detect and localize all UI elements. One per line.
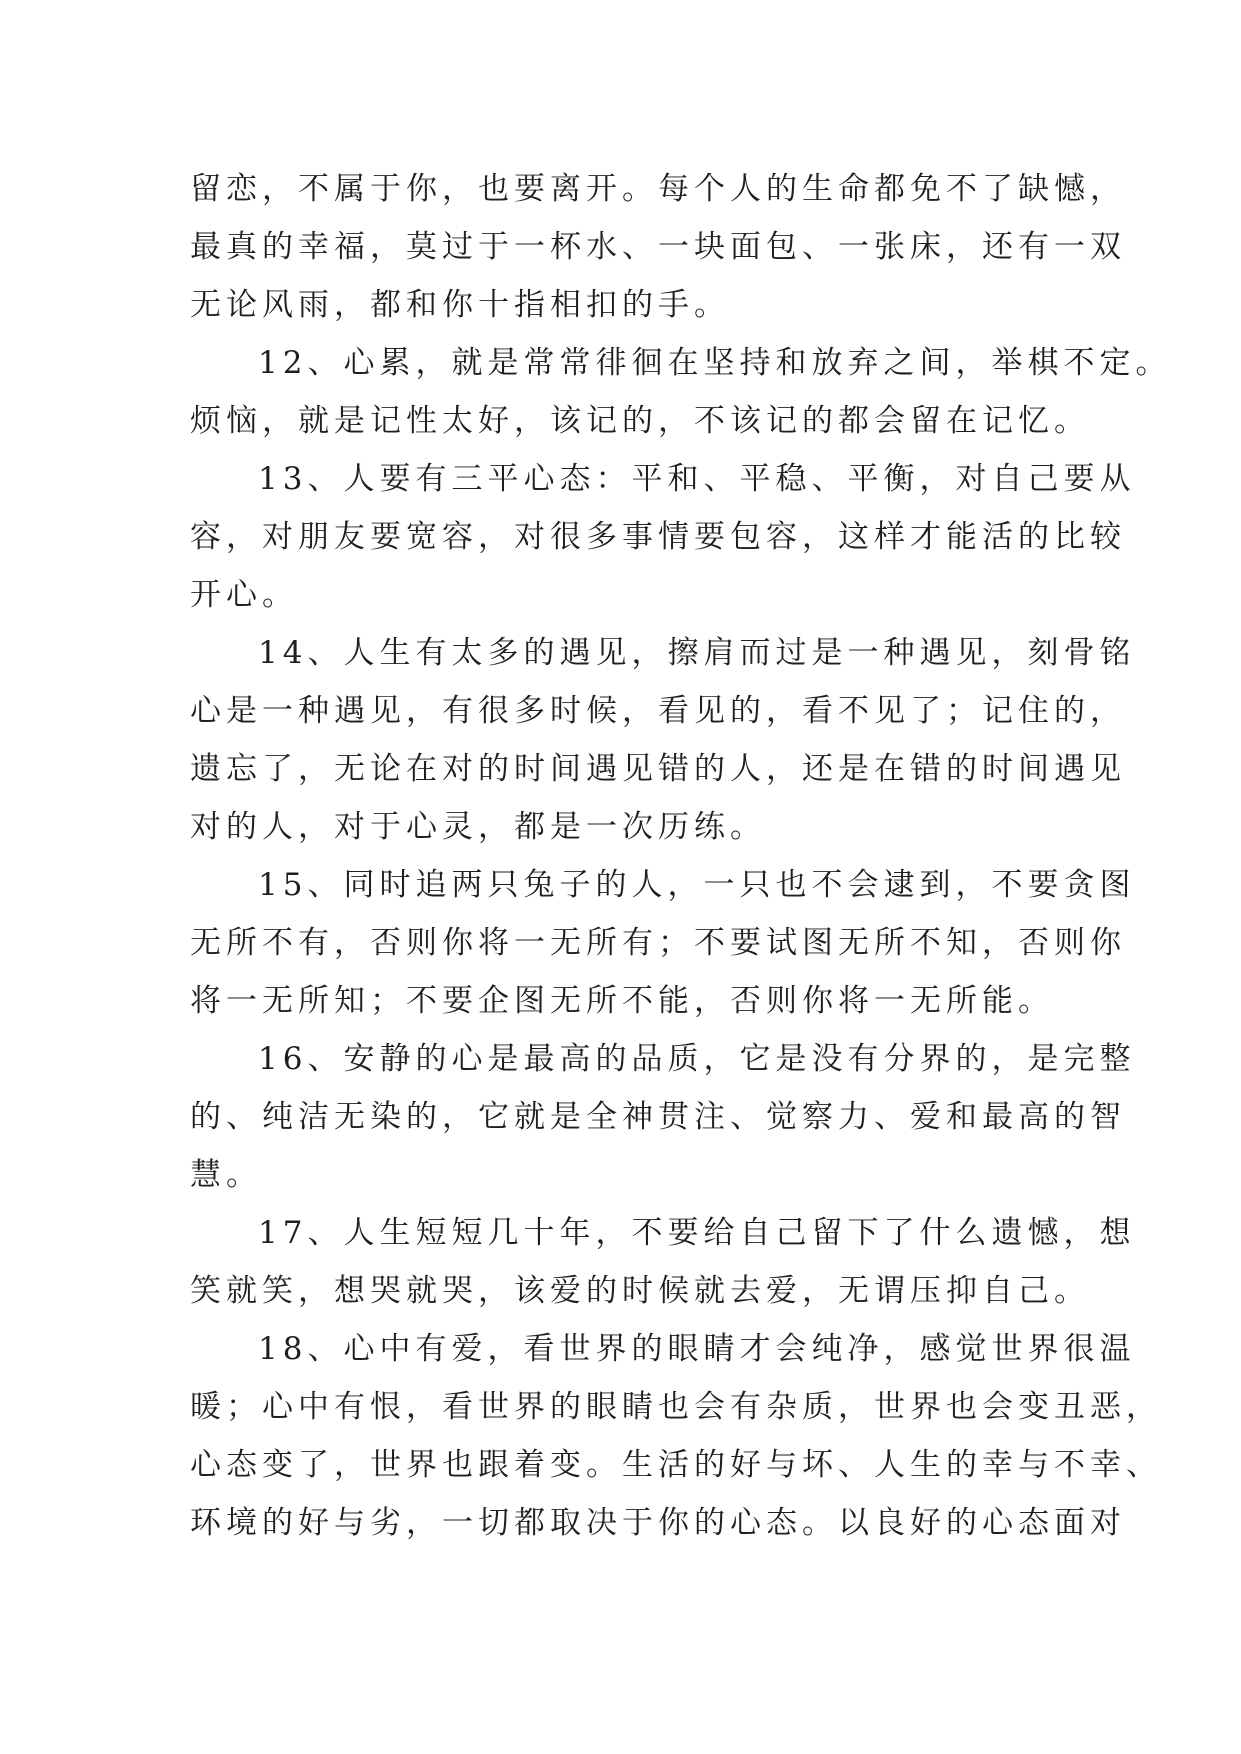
text-line: 17、人生短短几十年，不要给自己留下了什么遗憾，想 [258,1215,1136,1251]
paragraph-12 [190,334,1172,450]
text-line: 笑就笑，想哭就哭，该爱的时候就去爱，无谓压抑自己。 [190,1273,1090,1309]
paragraph-18 [190,1320,1162,1552]
text-line: 18、心中有爱，看世界的眼睛才会纯净，感觉世界很温 [258,1331,1136,1367]
text-line: 留恋，不属于你，也要离开。每个人的生命都免不了缺憾， [190,171,1126,207]
paragraph-continuation [190,160,1126,334]
text-line: 的、纯洁无染的，它就是全神贯注、觉察力、爱和最高的智 [190,1099,1126,1135]
text-line: 最真的幸福，莫过于一杯水、一块面包、一张床，还有一双 [190,229,1126,265]
paragraph-15 [190,856,1136,1030]
text-line: 12、心累，就是常常徘徊在坚持和放弃之间，举棋不定。 [258,345,1172,381]
paragraph-16 [190,1030,1136,1204]
text-line: 无所不有，否则你将一无所有；不要试图无所不知，否则你 [190,925,1126,961]
text-line: 心是一种遇见，有很多时候，看见的，看不见了；记住的， [190,693,1126,729]
text-line: 15、同时追两只兔子的人，一只也不会逮到，不要贪图 [258,867,1136,903]
text-line: 将一无所知；不要企图无所不能，否则你将一无所能。 [190,983,1054,1019]
text-line: 开心。 [190,577,298,613]
text-line: 16、安静的心是最高的品质，它是没有分界的，是完整 [258,1041,1136,1077]
text-line: 遗忘了，无论在对的时间遇见错的人，还是在错的时间遇见 [190,751,1126,787]
text-line: 烦恼，就是记性太好，该记的，不该记的都会留在记忆。 [190,403,1090,439]
document-body [190,160,1172,1552]
text-line: 14、人生有太多的遇见，擦肩而过是一种遇见，刻骨铭 [258,635,1136,671]
text-line: 心态变了，世界也跟着变。生活的好与坏、人生的幸与不幸、 [190,1447,1162,1483]
text-line: 对的人，对于心灵，都是一次历练。 [190,809,766,845]
text-line: 环境的好与劣，一切都取决于你的心态。以良好的心态面对 [190,1505,1126,1541]
paragraph-17 [190,1204,1136,1320]
paragraph-13 [190,450,1136,624]
text-line: 暖；心中有恨，看世界的眼睛也会有杂质，世界也会变丑恶， [190,1389,1162,1425]
paragraph-14 [190,624,1136,856]
text-line: 容，对朋友要宽容，对很多事情要包容，这样才能活的比较 [190,519,1126,555]
text-line: 无论风雨，都和你十指相扣的手。 [190,287,730,323]
text-line: 慧。 [190,1157,262,1193]
text-line: 13、人要有三平心态：平和、平稳、平衡，对自己要从 [258,461,1136,497]
